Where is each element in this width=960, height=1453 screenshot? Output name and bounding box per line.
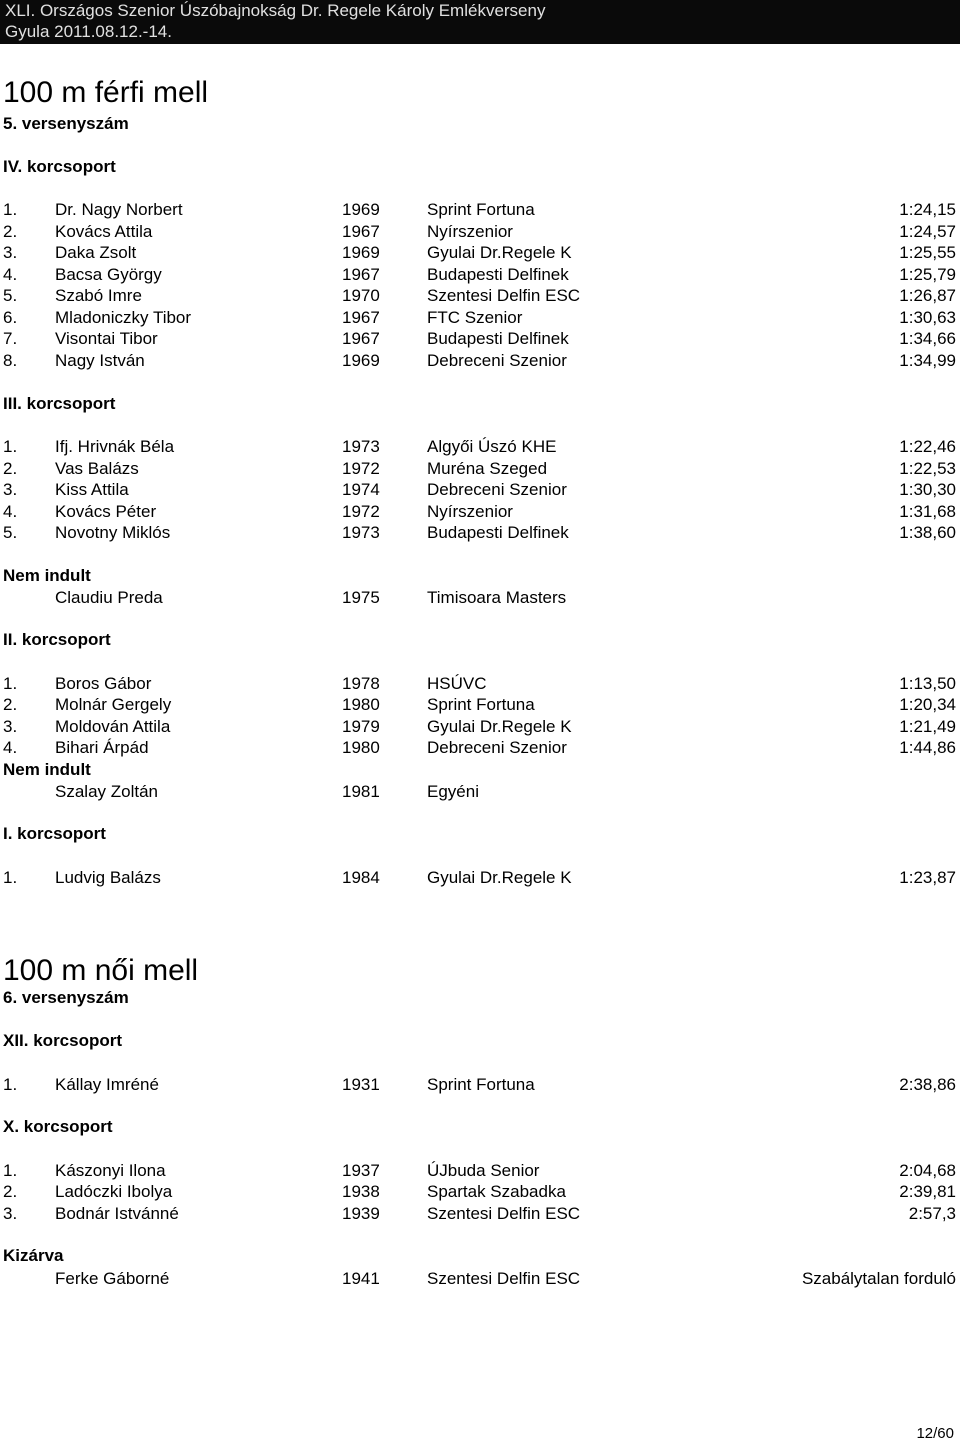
club-name: Sprint Fortuna — [427, 1075, 535, 1094]
rank-cell: 6. — [3, 308, 18, 327]
result-time: 2:57,3 — [908, 1204, 956, 1223]
swimmer-name: Kállay Imréné — [55, 1075, 159, 1094]
result-time: 1:24,57 — [899, 222, 956, 241]
result-row — [0, 479, 960, 500]
club-name: Gyulai Dr.Regele K — [427, 243, 572, 262]
result-time: 1:30,30 — [899, 480, 956, 499]
birth-year: 1937 — [342, 1161, 380, 1180]
result-row — [0, 285, 960, 306]
rank-cell: 4. — [3, 265, 18, 284]
birth-year: 1981 — [342, 782, 380, 801]
result-row — [0, 1203, 960, 1224]
swimmer-name: Vas Balázs — [55, 459, 139, 478]
swimmer-name: Szabó Imre — [55, 286, 142, 305]
club-name: Budapesti Delfinek — [427, 329, 569, 348]
rank-cell: 5. — [3, 286, 18, 305]
age-group-label: X. korcsoport — [3, 1117, 113, 1136]
result-time: 1:24,15 — [899, 200, 956, 219]
birth-year: 1969 — [342, 243, 380, 262]
swimmer-name: Visontai Tibor — [55, 329, 158, 348]
club-name: Debreceni Szenior — [427, 738, 567, 757]
birth-year: 1972 — [342, 502, 380, 521]
result-row — [0, 458, 960, 479]
birth-year: 1973 — [342, 437, 380, 456]
club-name: Gyulai Dr.Regele K — [427, 868, 572, 887]
rank-cell: 2. — [3, 459, 18, 478]
rank-cell: 2. — [3, 1182, 18, 1201]
birth-year: 1967 — [342, 308, 380, 327]
result-row — [0, 737, 960, 758]
status-label: Nem indult — [3, 760, 91, 779]
swimmer-name: Moldován Attila — [55, 717, 171, 736]
swimmer-name: Novotny Miklós — [55, 523, 171, 542]
swimmer-name: Ifj. Hrivnák Béla — [55, 437, 175, 456]
swimmer-name: Kászonyi Ilona — [55, 1161, 166, 1180]
club-name: Nyírszenior — [427, 502, 513, 521]
birth-year: 1941 — [342, 1269, 380, 1288]
result-row — [0, 1268, 960, 1289]
club-name: Egyéni — [427, 782, 479, 801]
swimmer-name: Bihari Árpád — [55, 738, 149, 757]
result-time: 1:34,99 — [899, 351, 956, 370]
swimmer-name: Kiss Attila — [55, 480, 129, 499]
competition-title: XLI. Országos Szenior Úszóbajnokság Dr. Regele Károly Emlékverseny — [5, 1, 546, 20]
result-row — [0, 501, 960, 522]
birth-year: 1969 — [342, 200, 380, 219]
birth-year: 1972 — [342, 459, 380, 478]
result-row — [0, 221, 960, 242]
club-name: Szentesi Delfin ESC — [427, 1204, 581, 1223]
club-name: Nyírszenior — [427, 222, 513, 241]
result-row — [0, 199, 960, 220]
rank-cell: 1. — [3, 437, 18, 456]
club-name: Budapesti Delfinek — [427, 265, 569, 284]
club-name: Budapesti Delfinek — [427, 523, 569, 542]
result-time: Szabálytalan forduló — [801, 1269, 956, 1288]
birth-year: 1969 — [342, 351, 380, 370]
swimmer-name: Boros Gábor — [55, 674, 152, 693]
age-group-label: III. korcsoport — [3, 394, 116, 413]
rank-cell: 3. — [3, 243, 18, 262]
birth-year: 1979 — [342, 717, 380, 736]
result-row — [0, 694, 960, 715]
result-row — [0, 264, 960, 285]
rank-cell: 3. — [3, 717, 18, 736]
result-row — [0, 867, 960, 888]
birth-year: 1931 — [342, 1075, 380, 1094]
page-number: 12/60 — [916, 1425, 954, 1442]
rank-cell: 4. — [3, 738, 18, 757]
age-group-label: XII. korcsoport — [3, 1031, 123, 1050]
birth-year: 1974 — [342, 480, 380, 499]
event-title: 100 m női mell — [3, 954, 199, 987]
birth-year: 1970 — [342, 286, 380, 305]
result-row — [0, 1181, 960, 1202]
result-row — [0, 587, 960, 608]
result-row — [0, 307, 960, 328]
swimmer-name: Ladóczki Ibolya — [55, 1182, 173, 1201]
rank-cell: 1. — [3, 200, 18, 219]
result-time: 1:20,34 — [899, 695, 956, 714]
result-time: 1:34,66 — [899, 329, 956, 348]
rank-cell: 7. — [3, 329, 18, 348]
swimmer-name: Molnár Gergely — [55, 695, 172, 714]
club-name: Sprint Fortuna — [427, 695, 535, 714]
status-label: Kizárva — [3, 1246, 64, 1265]
swimmer-name: Bacsa György — [55, 265, 162, 284]
result-time: 2:39,81 — [899, 1182, 956, 1201]
age-group-label: I. korcsoport — [3, 824, 106, 843]
club-name: Spartak Szabadka — [427, 1182, 566, 1201]
result-time: 1:25,79 — [899, 265, 956, 284]
age-group-label: II. korcsoport — [3, 630, 111, 649]
birth-year: 1984 — [342, 868, 380, 887]
result-row — [0, 673, 960, 694]
club-name: Szentesi Delfin ESC — [427, 286, 581, 305]
club-name: Sprint Fortuna — [427, 200, 535, 219]
result-time: 1:38,60 — [899, 523, 956, 542]
swimmer-name: Ludvig Balázs — [55, 868, 161, 887]
club-name: Muréna Szeged — [427, 459, 548, 478]
birth-year: 1967 — [342, 222, 380, 241]
result-time: 1:30,63 — [899, 308, 956, 327]
birth-year: 1978 — [342, 674, 380, 693]
result-row — [0, 1160, 960, 1181]
rank-cell: 8. — [3, 351, 18, 370]
swimmer-name: Bodnár Istvánné — [55, 1204, 179, 1223]
result-time: 1:25,55 — [899, 243, 956, 262]
rank-cell: 1. — [3, 674, 18, 693]
swimmer-name: Claudiu Preda — [55, 588, 163, 607]
swimmer-name: Daka Zsolt — [55, 243, 137, 262]
result-row — [0, 716, 960, 737]
swimmer-name: Szalay Zoltán — [55, 782, 158, 801]
club-name: Szentesi Delfin ESC — [427, 1269, 581, 1288]
result-time: 1:31,68 — [899, 502, 956, 521]
result-row — [0, 436, 960, 457]
result-time: 1:22,53 — [899, 459, 956, 478]
club-name: Timisoara Masters — [427, 588, 567, 607]
event-number: 6. versenyszám — [3, 988, 129, 1007]
club-name: ÚJbuda Senior — [427, 1161, 540, 1180]
birth-year: 1973 — [342, 523, 380, 542]
result-time: 1:22,46 — [899, 437, 956, 456]
result-time: 1:13,50 — [899, 674, 956, 693]
result-row — [0, 350, 960, 371]
result-time: 2:38,86 — [899, 1075, 956, 1094]
birth-year: 1939 — [342, 1204, 380, 1223]
competition-place-date: Gyula 2011.08.12.-14. — [5, 22, 172, 41]
swimmer-name: Nagy István — [55, 351, 145, 370]
club-name: HSÚVC — [427, 674, 487, 693]
club-name: Gyulai Dr.Regele K — [427, 717, 572, 736]
page-header — [0, 0, 960, 44]
result-row — [0, 242, 960, 263]
swimmer-name: Dr. Nagy Norbert — [55, 200, 183, 219]
result-time: 1:26,87 — [899, 286, 956, 305]
event-number: 5. versenyszám — [3, 114, 129, 133]
club-name: FTC Szenior — [427, 308, 523, 327]
result-time: 2:04,68 — [899, 1161, 956, 1180]
swimmer-name: Kovács Attila — [55, 222, 153, 241]
event-title: 100 m férfi mell — [3, 76, 209, 109]
result-row — [0, 522, 960, 543]
rank-cell: 2. — [3, 222, 18, 241]
rank-cell: 3. — [3, 480, 18, 499]
rank-cell: 2. — [3, 695, 18, 714]
club-name: Debreceni Szenior — [427, 351, 567, 370]
result-row — [0, 1074, 960, 1095]
result-time: 1:23,87 — [899, 868, 956, 887]
swimmer-name: Mladoniczky Tibor — [55, 308, 192, 327]
rank-cell: 1. — [3, 1161, 18, 1180]
rank-cell: 3. — [3, 1204, 18, 1223]
rank-cell: 5. — [3, 523, 18, 542]
club-name: Debreceni Szenior — [427, 480, 567, 499]
rank-cell: 1. — [3, 1075, 18, 1094]
result-time: 1:44,86 — [899, 738, 956, 757]
rank-cell: 4. — [3, 502, 18, 521]
birth-year: 1938 — [342, 1182, 380, 1201]
rank-cell: 1. — [3, 868, 18, 887]
birth-year: 1980 — [342, 695, 380, 714]
birth-year: 1967 — [342, 265, 380, 284]
swimmer-name: Ferke Gáborné — [55, 1269, 170, 1288]
result-row — [0, 328, 960, 349]
result-row — [0, 781, 960, 802]
club-name: Algyői Úszó KHE — [427, 437, 557, 456]
result-time: 1:21,49 — [899, 717, 956, 736]
birth-year: 1980 — [342, 738, 380, 757]
status-label: Nem indult — [3, 566, 91, 585]
birth-year: 1975 — [342, 588, 380, 607]
swimmer-name: Kovács Péter — [55, 502, 157, 521]
age-group-label: IV. korcsoport — [3, 157, 116, 176]
birth-year: 1967 — [342, 329, 380, 348]
